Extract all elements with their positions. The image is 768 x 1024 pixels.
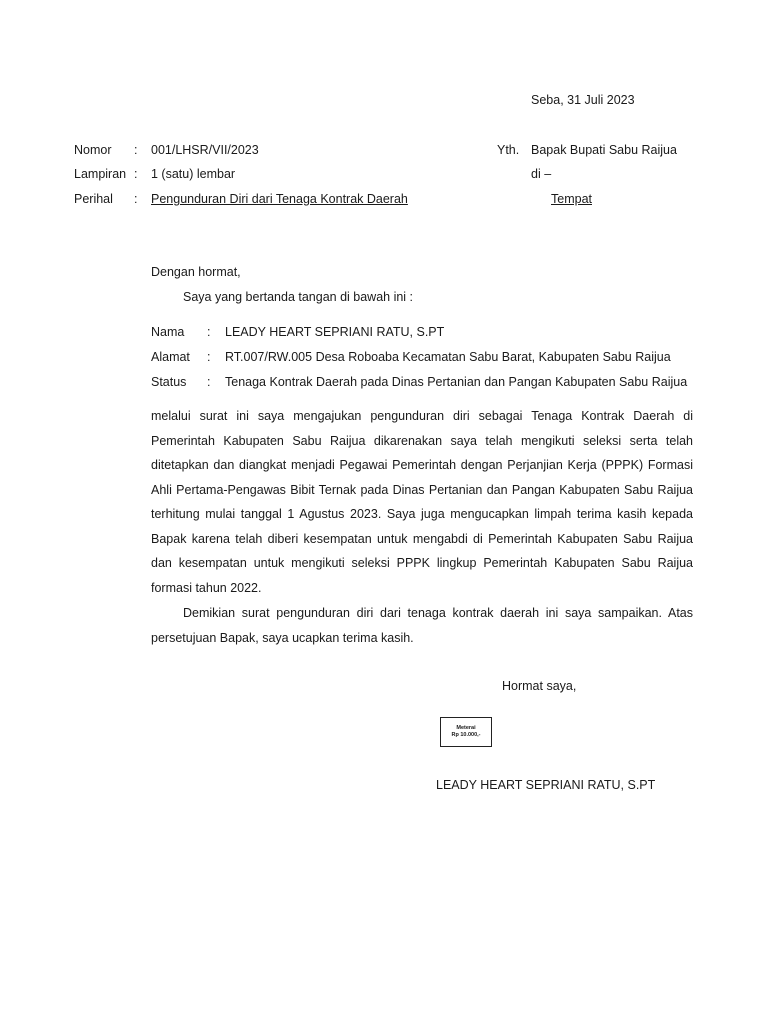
place-date: Seba, 31 Juli 2023 xyxy=(531,93,635,107)
nomor-value: 001/LHSR/VII/2023 xyxy=(151,143,259,157)
recipient-name: Bapak Bupati Sabu Raijua xyxy=(531,143,677,157)
closing-paragraph xyxy=(151,601,693,650)
closing-text: Demikian surat pengunduran diri dari tenaga kontrak daerah ini saya sampaikan. Atas persetujuan Bapak, saya ucapkan terima kasih. xyxy=(151,606,693,645)
stamp-line2: Rp 10.000,- xyxy=(451,732,481,738)
recipient-yth: Yth. xyxy=(497,143,520,157)
sign-off: Hormat saya, xyxy=(502,679,577,693)
meterai-stamp-box xyxy=(440,717,492,747)
alamat-value: RT.007/RW.005 Desa Roboaba Kecamatan Sabu Barat, Kabupaten Sabu Raijua xyxy=(225,350,671,364)
lampiran-colon: : xyxy=(134,167,138,181)
lampiran-label: Lampiran xyxy=(74,167,127,181)
signature-name: LEADY HEART SEPRIANI RATU, S.PT xyxy=(436,778,656,792)
perihal-label: Perihal xyxy=(74,192,113,206)
nama-colon: : xyxy=(207,325,211,339)
intro-line: Saya yang bertanda tangan di bawah ini : xyxy=(183,290,414,304)
status-label: Status xyxy=(151,375,187,389)
alamat-label: Alamat xyxy=(151,350,190,364)
recipient-tempat: Tempat xyxy=(551,192,592,206)
nama-label: Nama xyxy=(151,325,185,339)
status-value: Tenaga Kontrak Daerah pada Dinas Pertanian dan Pangan Kabupaten Sabu Raijua xyxy=(225,375,688,389)
nama-value: LEADY HEART SEPRIANI RATU, S.PT xyxy=(225,325,445,339)
perihal-colon: : xyxy=(134,192,138,206)
status-colon: : xyxy=(207,375,211,389)
greeting: Dengan hormat, xyxy=(151,265,241,279)
stamp-line1: Meterai xyxy=(456,725,476,731)
perihal-value: Pengunduran Diri dari Tenaga Kontrak Daerah xyxy=(151,192,408,206)
nomor-label: Nomor xyxy=(74,143,112,157)
nomor-colon: : xyxy=(134,143,138,157)
recipient-di: di – xyxy=(531,167,552,181)
body-paragraph: melalui surat ini saya mengajukan pengunduran diri sebagai Tenaga Kontrak Daerah di Pemerintah Kabupaten Sabu Raijua dikarenakan saya telah mengikuti seleksi serta telah ditetapkan dan diangkat menjadi Pegawai Pemerintah dengan Perjanjian Kerja (PPPK) Formasi Ahli Pertama-Pengawas Bibit Ternak pada Dinas Pertanian dan Pangan Kabupaten Sabu Raijua terhitung mulai tanggal 1 Agustus 2023. Saya juga mengucapkan limpah terima kasih kepada Bapak karena telah diberi kesempatan untuk mengabdi di Pemerintah Kabupaten Sabu Raijua dan kesempatan untuk mengikuti seleksi PPPK lingkup Pemerintah Kabupaten Sabu Raijua formasi tahun 2022. xyxy=(151,409,693,595)
alamat-colon: : xyxy=(207,350,211,364)
lampiran-value: 1 (satu) lembar xyxy=(151,167,236,181)
